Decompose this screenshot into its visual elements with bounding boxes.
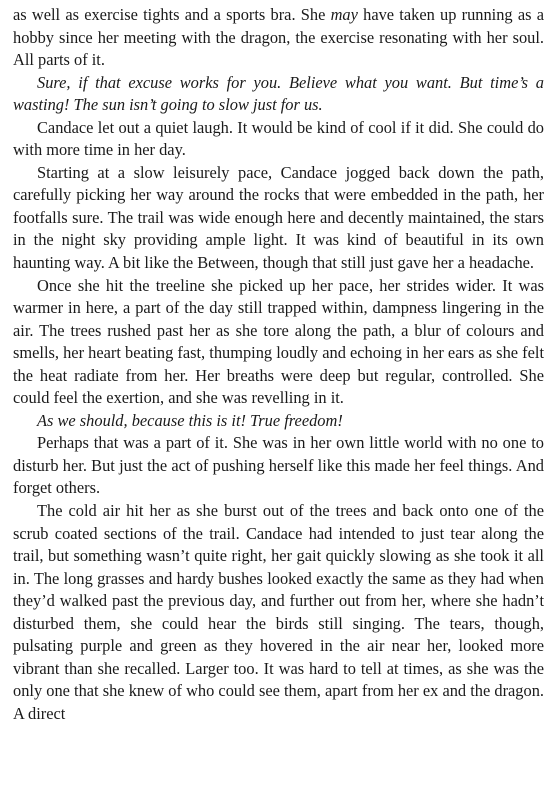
paragraph: Once she hit the treeline she picked up her pace, her strides wider. It was warmer in here, a part of the day still trapped within, dampness lingering in the air. The trees rushed past her as she tore along the path, a blur of colours and smells, her heart beating fast, thumping loudly and echoing in her ears as she felt the heat radiate from her. Her breaths were deep but regular, controlled. She could feel the exertion, and she was revelling in it. [13,275,544,408]
paragraph-continuation [13,4,544,72]
emphasis-text: may [330,5,358,24]
paragraph-inner-thought: As we should, because this is it! True freedom! [37,410,343,430]
text-run: have taken up running as a hobby since her meeting with the dragon, the exercise resonating with her soul. All parts of it. [13,5,544,70]
paragraph: Candace let out a quiet laugh. It would be kind of cool if it did. She could do with more time in her day. [13,117,544,160]
paragraph: The cold air hit her as she burst out of the trees and back onto one of the scrub coated sections of the trail. Candace had intended to just tear along the trail, but something wasn’t quite right, her gait quickly slowing as she took it all in. The long grasses and hardy bushes looked exactly the same as they had when they’d walked past the previous day, and further out from her, where she hadn’t disturbed them, she could hear the birds still singing. The tears, though, pulsating purple and green as they hovered in the air near her, looked more vibrant than she recalled. Larger too. It was hard to tell at times, as she was the only one that she knew of who could see them, apart from her ex and the dragon. A direct [13,501,544,723]
paragraph: Perhaps that was a part of it. She was in her own little world with no one to disturb her. But just the act of pushing herself like this made her feel things. And forget others. [13,433,544,498]
paragraph-inner-thought: Sure, if that excuse works for you. Believe what you want. But time’s a wasting! The sun isn’t going to slow just for us. [13,72,544,115]
text-run: as well as exercise tights and a sports bra. She [13,5,331,24]
paragraph: Starting at a slow leisurely pace, Candace jogged back down the path, carefully picking her way around the rocks that were embedded in the path, her footfalls sure. The trail was wide enough here and decently maintained, the stars in the night sky providing ample light. It was kind of beautiful in its own haunting way. A bit like the Between, though that still just gave her a headache. [13,162,544,273]
book-page [13,4,544,726]
